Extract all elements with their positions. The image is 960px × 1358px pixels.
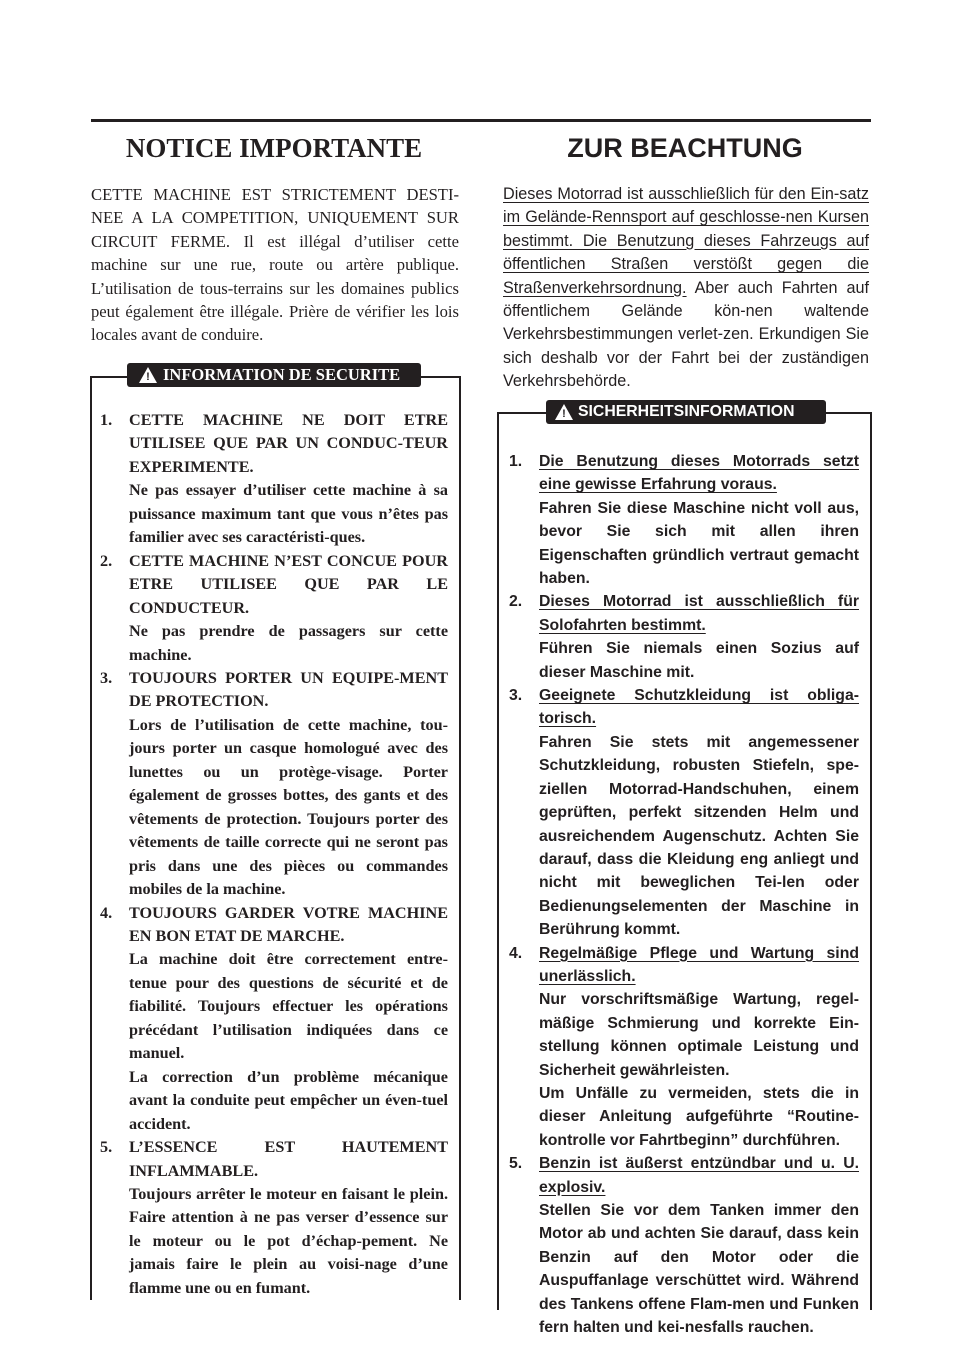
german-safety-label: SICHERHEITSINFORMATION — [578, 403, 795, 420]
list-item — [509, 942, 859, 1153]
item-heading: TOUJOURS GARDER VOTRE MACHINE EN BON ETAT DE MARCHE. — [129, 903, 448, 945]
item-number: 1. — [100, 411, 113, 429]
item-body: Lors de l’utilisation de cette machine, tou-jours porter un casque homologué avec des lunettes ou un protège-visage. Porter également de grosses bottes, des gants et des vêtements de protection. Toujours porter des vêtements de taille correcte qui ne seront pas pris dans une des pièces ou commandes mobiles de la machine. — [129, 715, 448, 899]
item-number: 1. — [509, 453, 523, 470]
item-body: Ne pas prendre de passagers sur cette machine. — [129, 622, 448, 664]
item-heading: Benzin ist äußerst entzündbar und u. U. explosiv. — [539, 1155, 859, 1196]
item-number: 5. — [100, 1138, 113, 1157]
list-item — [509, 590, 859, 684]
item-heading: CETTE MACHINE NE DOIT ETRE UTILISEE QUE PAR UN CONDUC-TEUR EXPERIMENTE. — [129, 411, 448, 476]
item-number: 3. — [100, 668, 113, 687]
item-number: 5. — [509, 1155, 523, 1173]
item-body: Stellen Sie vor dem Tanken immer den Motor ab und achten Sie darauf, dass kein Benzin auf den Motor oder die Auspuffanlage verschüttet wird. Während des Tankens offene Flam-men und Funken fern halten und kei-nesfalls rauchen. — [539, 1202, 859, 1337]
french-safety-label: INFORMATION DE SECURITE — [163, 365, 401, 384]
german-title: ZUR BEACHTUNG — [567, 133, 803, 163]
french-safety-list — [100, 409, 448, 1300]
list-item — [100, 902, 448, 1137]
item-heading: Dieses Motorrad ist ausschließlich für Solofahrten bestimmt. — [539, 593, 859, 634]
item-number: 4. — [100, 903, 113, 922]
item-heading: L’ESSENCE EST HAUTEMENT INFLAMMABLE. — [129, 1138, 448, 1180]
item-heading: Die Benutzung dieses Motorrads setzt eine gewisse Erfahrung voraus. — [539, 453, 859, 494]
item-body: Toujours arrêter le moteur en faisant le plein. Faire attention à ne pas verser d’essence sur le moteur ou le pot d’échap-pement. Ne jamais faire le plein au voisi-nage d’une flamme une ou en fumant. — [129, 1184, 448, 1297]
item-body: Fahren Sie diese Maschine nicht voll aus, bevor Sie sich mit allen ihren Eigenschaften gründlich vertraut gemacht haben. — [539, 499, 859, 588]
list-item — [509, 684, 859, 941]
warning-triangle-icon: ! — [555, 404, 573, 420]
item-body: La machine doit être correctement entre-tenue pour des questions de sécurité et de fiabilité. Toujours effectuer les opérations précédant l’utilisation indiquées dans ce manuel. — [129, 950, 448, 1063]
item-heading: TOUJOURS PORTER UN EQUIPE-MENT DE PROTECTION. — [129, 668, 448, 711]
french-title: NOTICE IMPORTANTE — [125, 133, 423, 163]
french-intro: CETTE MACHINE EST STRICTEMENT DESTI-NEE A LA COMPETITION, UNIQUEMENT SUR CIRCUIT FERME. Il est illégal d’utiliser cette machine sur une rue, route ou artère publique. L’utilisation de tous-terrains sur les domaines publics peut également être illégale. Prière de vérifier les lois locales avant de conduire. — [91, 185, 459, 345]
item-body: La correction d’un problème mécanique avant la conduite peut empêcher un éven-tuel accident. — [129, 1067, 448, 1133]
item-heading: Geeignete Schutzkleidung ist obliga-torisch. — [539, 687, 859, 728]
item-body: Fahren Sie stets mit angemessener Schutzkleidung, robusten Stiefeln, spe-ziellen Motorrad-Handschuhen, einem geprüften, perfekt sitzenden Helm und ausreichendem Augenschutz. Achten Sie darauf, dass die Kleidung eng anliegt und nicht mit beweglichen Tei-len oder Bedienungselementen der Maschine in Berührung kommt. — [539, 733, 859, 939]
german-intro-rest: Aber auch Fahrten auf öffentlichem Gelände kön-nen waltende Verkehrsbestimmungen verlet-zen. Erkundigen Sie sich deshalb vor der Fahrt bei der zuständigen Verkehrsbehörde. — [503, 278, 869, 391]
item-body: Ne pas essayer d’utiliser cette machine à sa puissance maximum tant que vous n’êtes pas familier avec ses caractéristi-ques. — [129, 481, 448, 547]
item-heading: CETTE MACHINE N’EST CONCUE POUR ETRE UTILISEE QUE PAR LE CONDUCTEUR. — [129, 551, 448, 617]
list-item — [100, 1136, 448, 1300]
item-heading: Regelmäßige Pflege und Wartung sind unerlässlich. — [539, 944, 859, 985]
item-body: Um Unfälle zu vermeiden, stets die in dieser Anleitung aufgeführte “Routine-kontrolle vor Fahrtbeginn” durchführen. — [539, 1084, 859, 1149]
item-number: 4. — [509, 944, 523, 962]
list-item — [509, 450, 859, 590]
list-item — [100, 409, 448, 550]
german-safety-list — [509, 450, 859, 1339]
item-number: 2. — [100, 551, 113, 570]
item-number: 2. — [509, 593, 523, 611]
warning-triangle-icon: ! — [139, 367, 157, 383]
list-item — [100, 667, 448, 902]
top-rule — [91, 119, 871, 122]
german-intro-underlined: Dieses Motorrad ist ausschließlich für den Ein-satz im Gelände-Rennsport auf geschlosse-nen Kursen bestimmt. Die Benutzung dieses Fahrzeugs auf öffentlichen Straßen verstößt gegen die Straßenverkehrsordnung. — [503, 185, 869, 297]
item-body: Nur vorschriftsmäßige Wartung, regel-mäßige Schmierung und korrekte Ein-stellung können optimale Leistung und Sicherheit gewährleisten. — [539, 991, 859, 1079]
item-body: Führen Sie niemals einen Sozius auf dieser Maschine mit. — [539, 640, 859, 681]
french-safety-badge — [127, 363, 421, 387]
german-intro — [503, 183, 869, 394]
item-number: 3. — [509, 687, 523, 705]
list-item — [100, 550, 448, 667]
german-safety-badge — [546, 400, 826, 424]
list-item — [509, 1152, 859, 1339]
